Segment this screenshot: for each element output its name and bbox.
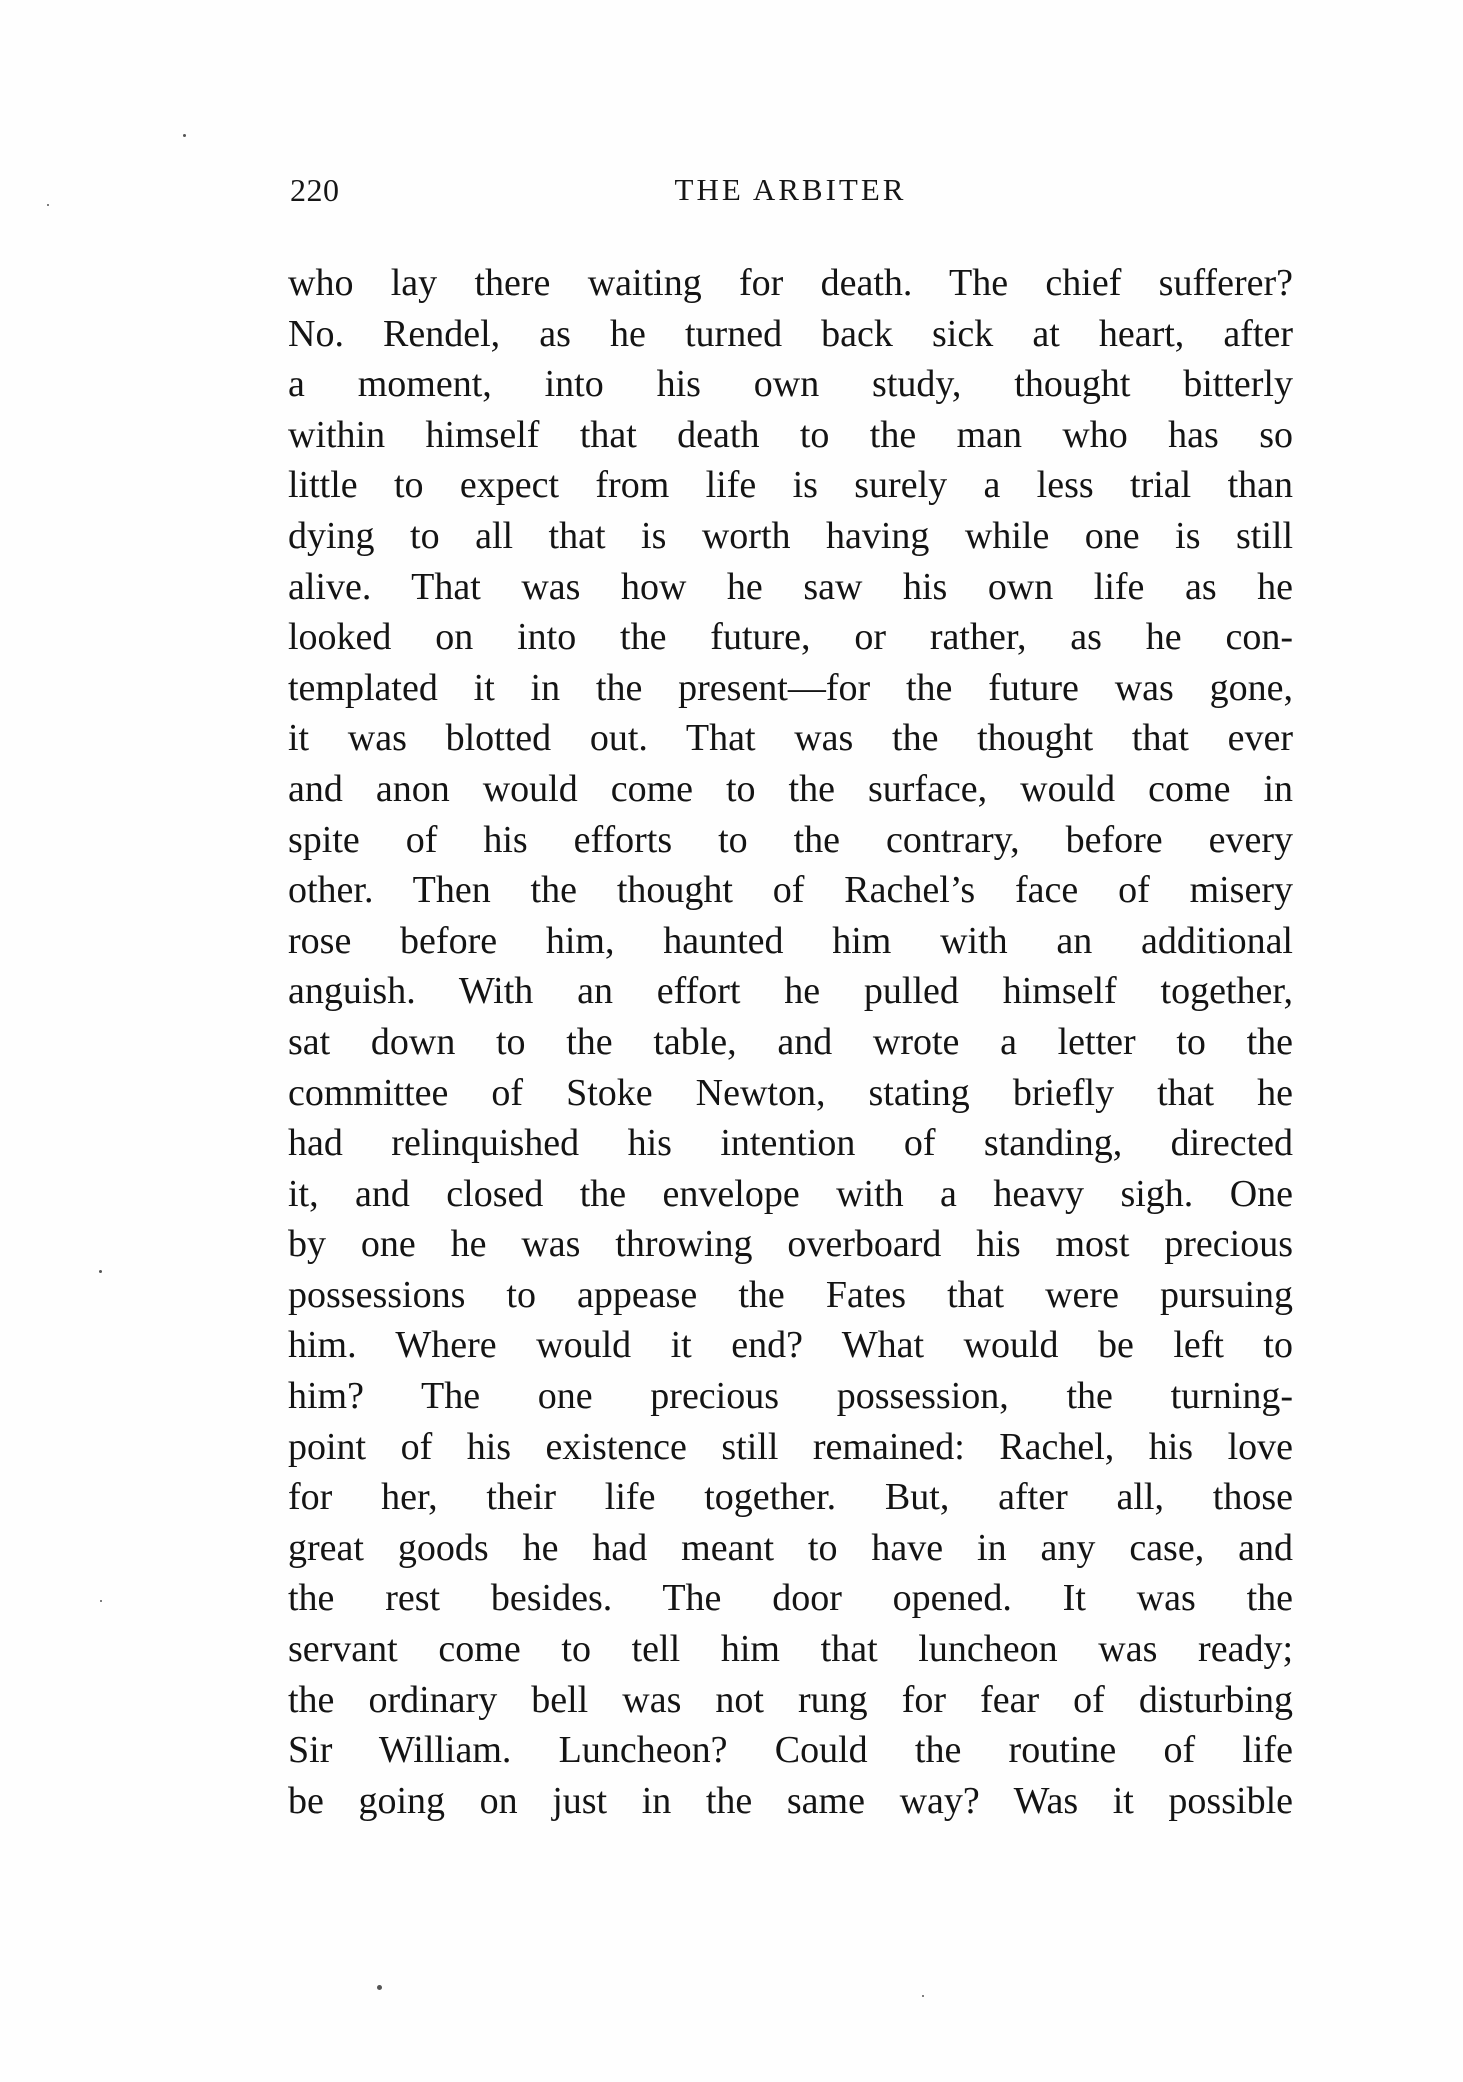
text-line: templated it in the present—for the future was gone, xyxy=(288,666,1293,709)
text-line: him. Where would it end? What would be left to xyxy=(288,1324,1293,1367)
text-line: and anon would come to the surface, would come in xyxy=(288,767,1293,810)
paper-speck xyxy=(47,204,49,206)
text-line: sat down to the table, and wrote a letter to the xyxy=(288,1020,1293,1063)
text-line: for her, their life together. But, after all, those xyxy=(288,1476,1293,1519)
text-line: alive. That was how he saw his own life as he xyxy=(288,565,1293,608)
text-line: possessions to appease the Fates that were pursuing xyxy=(288,1273,1293,1316)
paper-speck xyxy=(922,1995,924,1997)
text-line: him? The one precious possession, the turning- xyxy=(288,1375,1293,1418)
text-line: No. Rendel, as he turned back sick at heart, after xyxy=(288,312,1293,355)
text-line: committee of Stoke Newton, stating briefly that he xyxy=(288,1071,1293,1114)
text-line: who lay there waiting for death. The chief sufferer? xyxy=(288,262,1293,304)
page-number: 220 xyxy=(290,172,340,208)
text-line: it was blotted out. That was the thought that ever xyxy=(288,717,1293,760)
text-line: by one he was throwing overboard his most precious xyxy=(288,1223,1293,1266)
paper-speck xyxy=(100,1600,102,1602)
text-line: dying to all that is worth having while one is still xyxy=(288,514,1293,557)
text-line: little to expect from life is surely a less trial than xyxy=(288,464,1293,507)
paper-speck xyxy=(377,1985,382,1990)
text-line: rose before him, haunted him with an additional xyxy=(288,919,1293,962)
text-line: the rest besides. The door opened. It was the xyxy=(288,1577,1293,1620)
text-line: it, and closed the envelope with a heavy sigh. One xyxy=(288,1172,1293,1215)
body-text xyxy=(288,258,1293,1826)
text-line: a moment, into his own study, thought bitterly xyxy=(288,363,1293,406)
text-line: point of his existence still remained: Rachel, his love xyxy=(288,1425,1293,1468)
paper-speck xyxy=(99,1270,102,1273)
text-line: the ordinary bell was not rung for fear of disturbing xyxy=(288,1678,1293,1721)
text-line: be going on just in the same way? Was it possible xyxy=(288,1779,1293,1822)
text-line: servant come to tell him that luncheon was ready; xyxy=(288,1628,1293,1671)
running-head: THE ARBITER xyxy=(674,172,907,207)
paper-speck xyxy=(183,134,186,137)
text-line: spite of his efforts to the contrary, before every xyxy=(288,818,1293,861)
text-line: other. Then the thought of Rachel’s face of misery xyxy=(288,869,1293,912)
text-line: anguish. With an effort he pulled himself together, xyxy=(288,970,1293,1013)
text-line: Sir William. Luncheon? Could the routine of life xyxy=(288,1729,1293,1772)
text-line: looked on into the future, or rather, as he con- xyxy=(288,616,1293,659)
text-line: great goods he had meant to have in any case, and xyxy=(288,1526,1293,1569)
page-header xyxy=(288,172,1293,222)
text-line: had relinquished his intention of standing, directed xyxy=(288,1122,1293,1165)
text-line: within himself that death to the man who has so xyxy=(288,413,1293,456)
